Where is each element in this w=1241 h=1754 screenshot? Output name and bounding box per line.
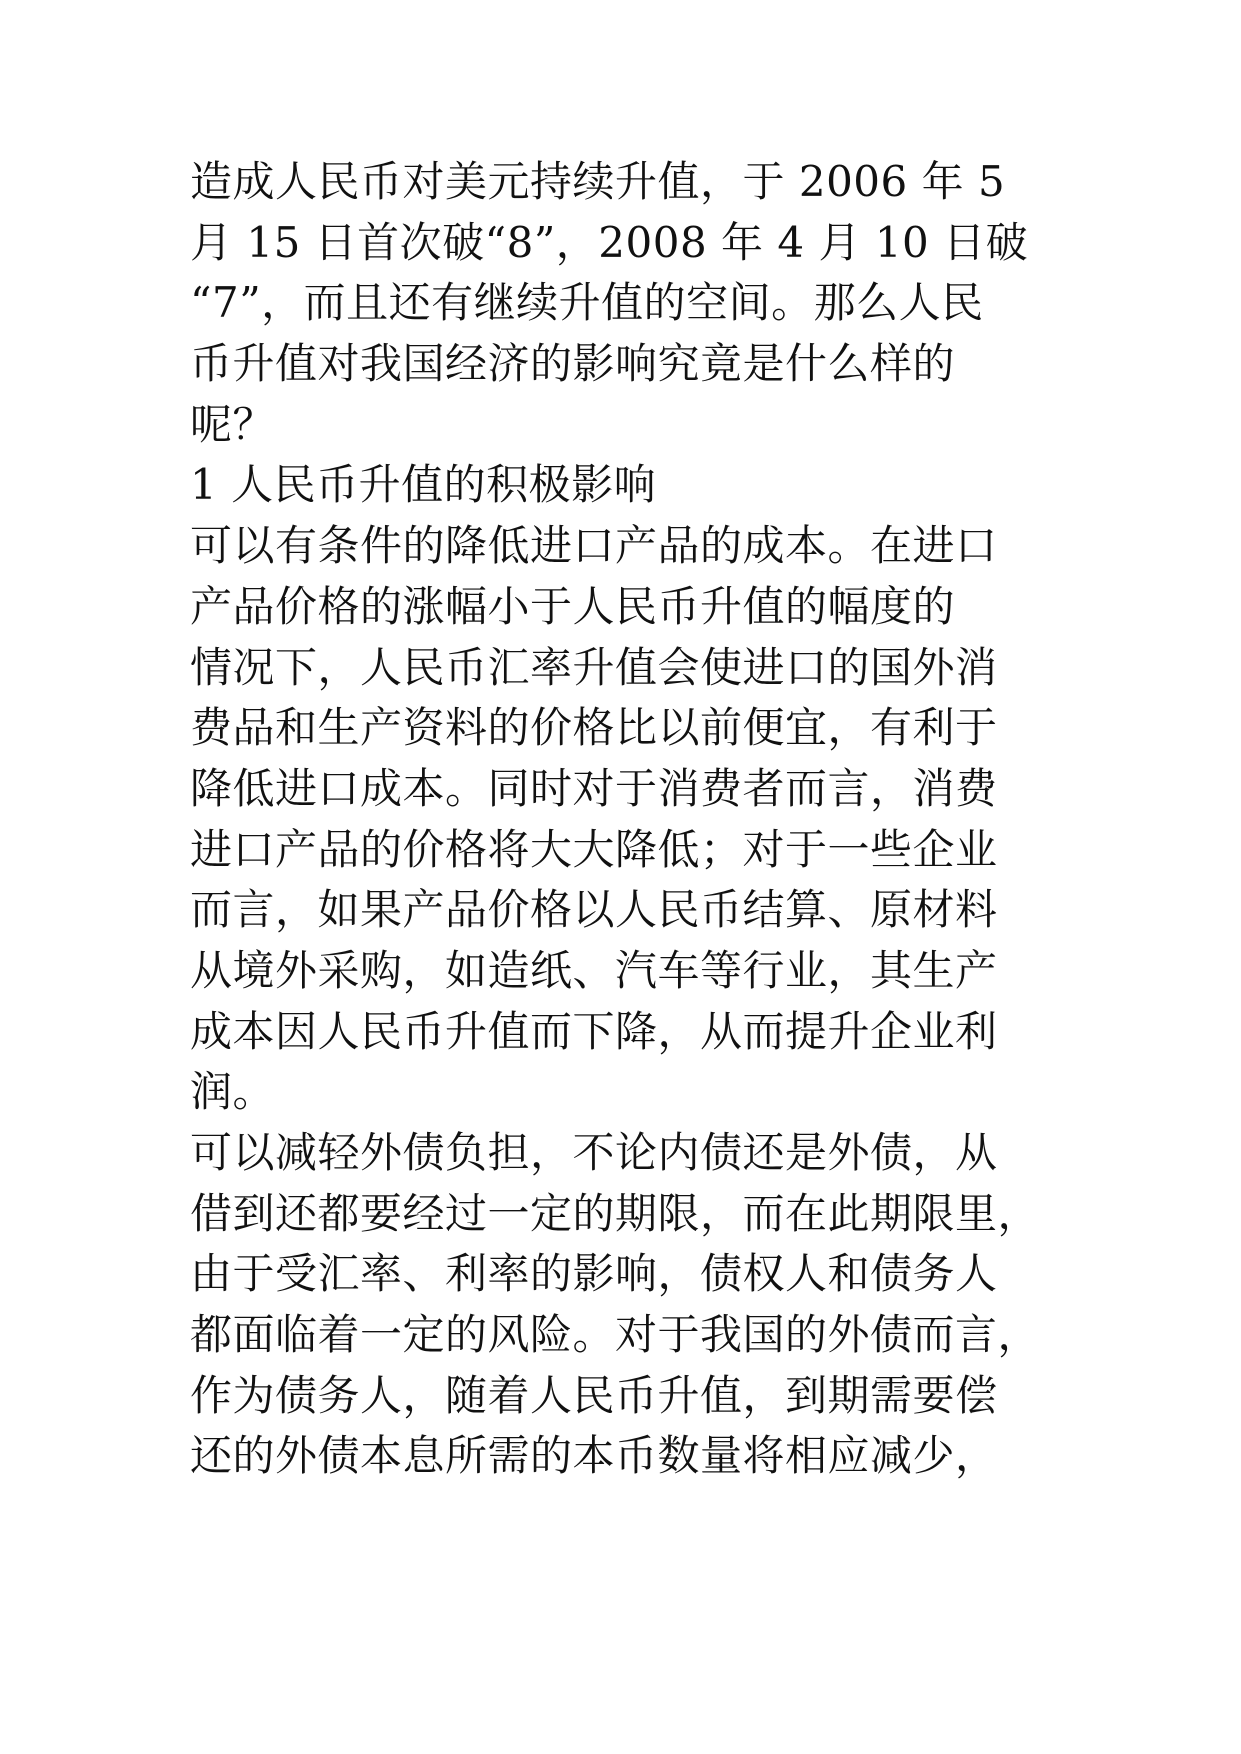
text-line: 产品价格的涨幅小于人民币升值的幅度的 <box>190 581 956 631</box>
text-line: 造成人民币对美元持续升值，于 2006 年 5 <box>190 157 1006 206</box>
text-line: 进口产品的价格将大大降低；对于一些企业 <box>190 824 998 874</box>
text-line: 币升值对我国经济的影响究竟是什么样的 <box>190 339 956 389</box>
text-line: 可以有条件的降低进口产品的成本。在进口 <box>190 521 998 571</box>
text-line: 作为债务人，随着人民币升值，到期需要偿 <box>190 1370 998 1420</box>
text-line: 月 15 日首次破“8”，2008 年 4 月 10 日破 <box>190 217 1029 267</box>
section-heading: 1 人民币升值的积极影响 <box>190 460 657 510</box>
text-line: 从境外采购，如造纸、汽车等行业，其生产 <box>190 945 998 995</box>
text-line: 借到还都要经过一定的期限，而在此期限里， <box>190 1188 1041 1238</box>
text-line: 成本因人民币升值而下降，从而提升企业利 <box>190 1006 998 1056</box>
text-line: 而言，如果产品价格以人民币结算、原材料 <box>190 885 998 935</box>
text-line: 都面临着一定的风险。对于我国的外债而言， <box>190 1310 1041 1360</box>
text-line: 可以减轻外债负担，不论内债还是外债，从 <box>190 1128 998 1177</box>
text-line: 还的外债本息所需的本币数量将相应减少， <box>190 1431 998 1481</box>
text-line: “7”，而且还有继续升值的空间。那么人民 <box>190 278 984 328</box>
text-line: 情况下，人民币汇率升值会使进口的国外消 <box>190 642 998 692</box>
text-line: 费品和生产资料的价格比以前便宜，有利于 <box>190 703 998 753</box>
document-body <box>190 152 1070 1487</box>
text-line: 呢？ <box>190 399 276 449</box>
text-line: 降低进口成本。同时对于消费者而言，消费 <box>190 763 998 813</box>
text-line: 润。 <box>190 1067 276 1117</box>
text-line: 由于受汇率、利率的影响，债权人和债务人 <box>190 1249 998 1299</box>
